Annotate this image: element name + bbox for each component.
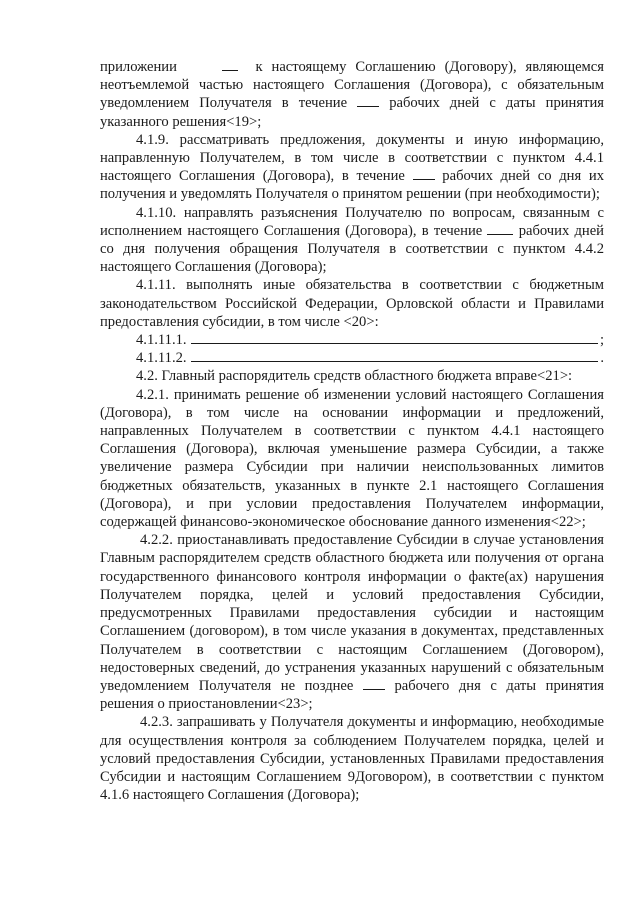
blank-field bbox=[487, 222, 513, 235]
text-fragment: рабочих дней со дня их получения и уведомлять Получателя о принятом решении (при необходимости); bbox=[100, 168, 604, 203]
blank-line-4-1-11-2 bbox=[100, 349, 604, 367]
text-fragment: 4.2.2. приостанавливать предоставление Субсидии в случае установления Главным распорядителем средств областного бюджета или получения от органа государственного финансового контроля информации о факте(ах) нарушения Получателем порядка, целей и условий предоставления Субсидии, предусмотренных Правилами предоставления субсидии и настоящим Соглашением (договором), в том числе указания в документах, представленных Получателем в соответствии с настоящим Соглашением (Договором), недостоверных сведений, до устранения указанных нарушений с обязательным уведомлением Получателя не позднее bbox=[100, 532, 604, 694]
blank-field bbox=[191, 333, 598, 344]
text-fragment: 4.1.10. направлять разъяснения Получателю по вопросам, связанным с исполнением настоящего Соглашения (Договора), в течение bbox=[100, 204, 604, 239]
paragraph-4-1-10 bbox=[100, 204, 604, 277]
blank-field bbox=[222, 58, 238, 71]
text-fragment: приложении bbox=[100, 59, 177, 75]
line-end: . bbox=[600, 350, 604, 367]
paragraph-4-2: 4.2. Главный распорядитель средств областного бюджета вправе<21>: bbox=[136, 368, 573, 385]
document-page bbox=[100, 58, 604, 804]
line-label: 4.1.11.1. bbox=[136, 332, 187, 349]
paragraph-appendix bbox=[100, 58, 604, 131]
paragraph-4-2-2 bbox=[100, 531, 604, 713]
blank-field bbox=[191, 351, 599, 362]
paragraph-4-1-11: 4.1.11. выполнять иные обязательства в соответствии с бюджетным законодательством Российской Федерации, Орловской области и Правилами предоставления субсидии, в том числе <20>: bbox=[100, 277, 604, 330]
blank-field bbox=[363, 677, 385, 690]
blank-field bbox=[357, 94, 379, 107]
line-label: 4.1.11.2. bbox=[136, 350, 187, 367]
paragraph-4-2-3: 4.2.3. запрашивать у Получателя документы и информацию, необходимые для осуществления контроля за соблюдением Получателем порядка, целей и условий предоставления Субсидии, установленных Правилами предоставления Субсидии и настоящим Соглашением 9Договором), в соответствии с пунктом 4.1.6 настоящего Соглашения (Договора); bbox=[100, 714, 604, 804]
text-fragment: рабочих дней с даты принятия указанного решения<19>; bbox=[100, 95, 604, 130]
blank-line-4-1-11-1 bbox=[100, 331, 604, 349]
paragraph-4-2-1: 4.2.1. принимать решение об изменении условий настоящего Соглашения (Договора), в том числе на основании информации и предложений, направленных Получателем в соответствии с пунктом 4.4.1 настоящего Соглашения (Договора), включая уменьшение размера Субсидии, а также увеличение размера Субсидии при наличии неиспользованных лимитов бюджетных обязательств, указанных в пункте 2.1 настоящего Соглашения (Договора), и при условии предоставления Получателем информации, содержащей финансово-экономическое обоснование данного изменения<22>; bbox=[100, 386, 604, 531]
line-end: ; bbox=[599, 332, 604, 349]
text-fragment: к настоящему Соглашению (Договору), являющемся неотъемлемой частью настоящего Соглашения (Договора), с обязательным уведомлением Получателя в течение bbox=[100, 59, 604, 112]
text-fragment: 4.1.9. рассматривать предложения, документы и иную информацию, направленную Получателем, в том числе в соответствии с пунктом 4.4.1 настоящего Соглашения (Договора), в течение bbox=[100, 131, 604, 185]
text-fragment: рабочего дня с даты принятия решения о приостановлении<23>; bbox=[100, 677, 604, 713]
paragraph-4-1-9 bbox=[100, 131, 604, 204]
blank-field bbox=[413, 167, 435, 180]
text-fragment: рабочих дней со дня получения обращения Получателя в соответствии с пунктом 4.4.2 настоящего Соглашения (Договора); bbox=[100, 222, 604, 276]
